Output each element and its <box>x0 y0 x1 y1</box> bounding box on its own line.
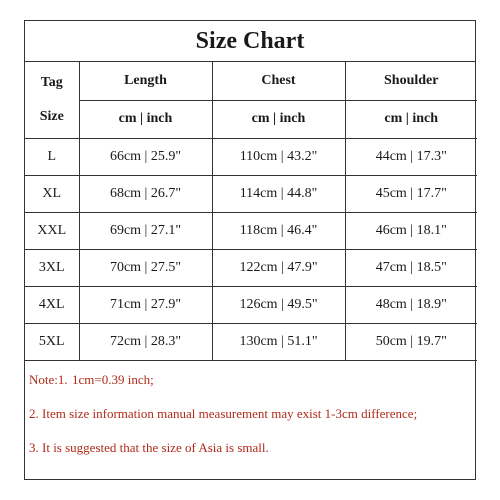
table-row <box>25 323 477 360</box>
length-cell: 71cm | 27.9" <box>79 286 212 323</box>
note-3: 3. It is suggested that the size of Asia is small. <box>29 439 269 455</box>
shoulder-cell: 46cm | 18.1" <box>345 212 477 249</box>
note-1-text: 1cm=0.39 inch; <box>72 371 154 387</box>
size-chart-frame <box>24 20 476 480</box>
size-cell: XL <box>25 175 79 212</box>
size-cell: 5XL <box>25 323 79 360</box>
chest-cell: 122cm | 47.9" <box>212 249 345 286</box>
length-unit: cm | inch <box>79 100 212 138</box>
table-row <box>25 138 477 175</box>
chest-header: Chest <box>212 62 345 100</box>
notes-section <box>25 361 475 467</box>
length-cell: 70cm | 27.5" <box>79 249 212 286</box>
size-cell: L <box>25 138 79 175</box>
chest-cell: 126cm | 49.5" <box>212 286 345 323</box>
title-row <box>25 21 475 62</box>
size-cell: 4XL <box>25 286 79 323</box>
note-2: 2. Item size information manual measurement may exist 1-3cm difference; <box>29 405 418 421</box>
table-row <box>25 175 477 212</box>
shoulder-header: Shoulder <box>345 62 477 100</box>
length-cell: 66cm | 25.9" <box>79 138 212 175</box>
size-header-line: Size <box>39 108 64 124</box>
table-row <box>25 286 477 323</box>
size-table <box>25 62 477 361</box>
length-cell: 72cm | 28.3" <box>79 323 212 360</box>
units-row <box>25 100 477 138</box>
shoulder-cell: 48cm | 18.9" <box>345 286 477 323</box>
chest-cell: 114cm | 44.8" <box>212 175 345 212</box>
table-row <box>25 212 477 249</box>
size-cell: 3XL <box>25 249 79 286</box>
length-cell: 69cm | 27.1" <box>79 212 212 249</box>
length-header: Length <box>79 62 212 100</box>
table-row <box>25 249 477 286</box>
length-cell: 68cm | 26.7" <box>79 175 212 212</box>
chest-unit: cm | inch <box>212 100 345 138</box>
shoulder-cell: 45cm | 17.7" <box>345 175 477 212</box>
tag-header-line: Tag <box>40 74 63 90</box>
shoulder-cell: 44cm | 17.3" <box>345 138 477 175</box>
tag-size-header <box>25 62 79 138</box>
shoulder-unit: cm | inch <box>345 100 477 138</box>
chest-cell: 110cm | 43.2" <box>212 138 345 175</box>
chest-cell: 130cm | 51.1" <box>212 323 345 360</box>
chest-cell: 118cm | 46.4" <box>212 212 345 249</box>
note-1-prefix: Note:1. <box>29 371 68 387</box>
header-row <box>25 62 477 100</box>
size-cell: XXL <box>25 212 79 249</box>
page-title: Size Chart <box>195 27 305 54</box>
shoulder-cell: 50cm | 19.7" <box>345 323 477 360</box>
shoulder-cell: 47cm | 18.5" <box>345 249 477 286</box>
note-1 <box>29 372 154 388</box>
